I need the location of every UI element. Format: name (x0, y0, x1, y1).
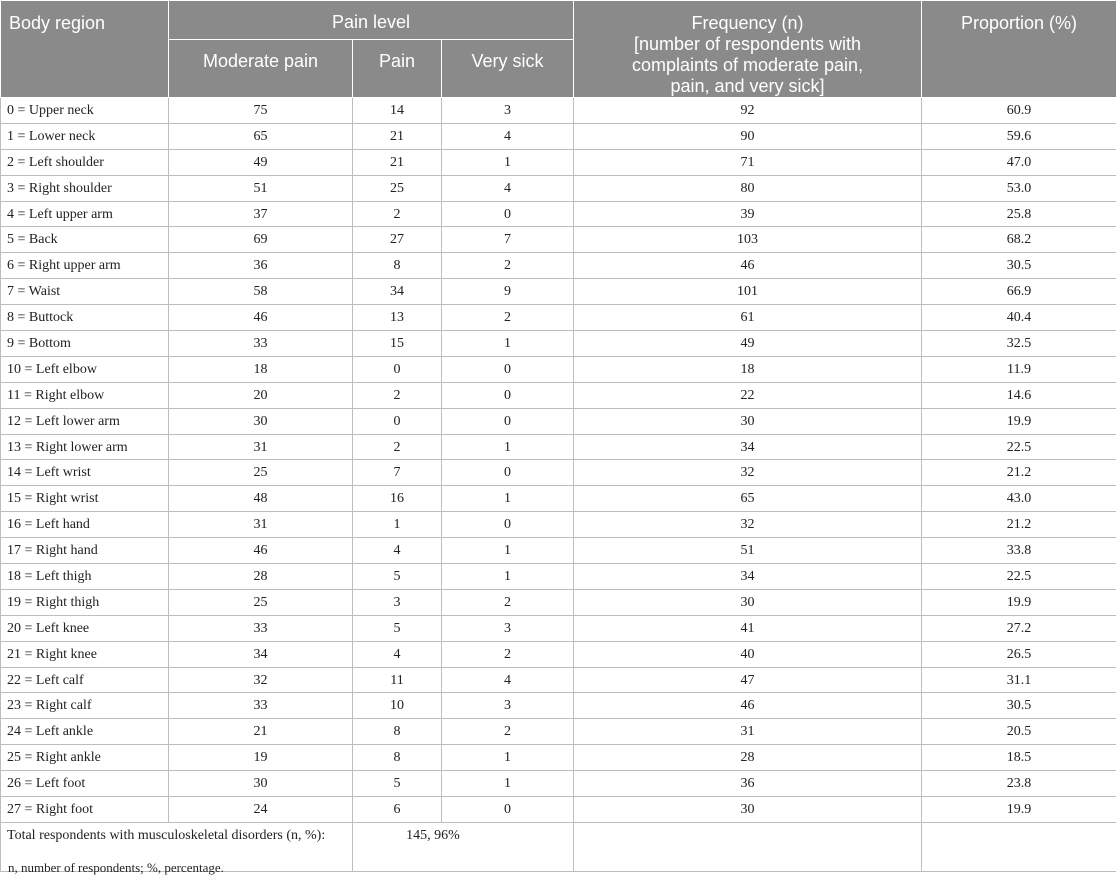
cell-very-sick: 4 (442, 175, 574, 201)
total-frequency-empty (574, 822, 922, 871)
table-row (1, 356, 1116, 382)
cell-moderate-pain: 19 (169, 745, 353, 771)
cell-moderate-pain: 51 (169, 175, 353, 201)
cell-proportion: 30.5 (922, 253, 1116, 279)
cell-moderate-pain: 48 (169, 486, 353, 512)
table-row (1, 201, 1116, 227)
cell-frequency: 71 (574, 149, 922, 175)
cell-frequency: 18 (574, 356, 922, 382)
cell-very-sick: 4 (442, 123, 574, 149)
header-very-sick: Very sick (442, 40, 574, 98)
cell-very-sick: 1 (442, 434, 574, 460)
cell-pain: 16 (353, 486, 442, 512)
cell-very-sick: 0 (442, 408, 574, 434)
cell-very-sick: 4 (442, 667, 574, 693)
table-row (1, 149, 1116, 175)
cell-frequency: 61 (574, 305, 922, 331)
cell-frequency: 46 (574, 253, 922, 279)
cell-body-region: 5 = Back (1, 227, 169, 253)
cell-moderate-pain: 31 (169, 512, 353, 538)
cell-moderate-pain: 65 (169, 123, 353, 149)
cell-body-region: 20 = Left knee (1, 615, 169, 641)
cell-proportion: 22.5 (922, 564, 1116, 590)
table-row (1, 719, 1116, 745)
cell-moderate-pain: 33 (169, 615, 353, 641)
cell-moderate-pain: 36 (169, 253, 353, 279)
cell-very-sick: 0 (442, 797, 574, 823)
cell-pain: 15 (353, 331, 442, 357)
cell-frequency: 32 (574, 460, 922, 486)
header-pain: Pain (353, 40, 442, 98)
cell-body-region: 25 = Right ankle (1, 745, 169, 771)
cell-body-region: 7 = Waist (1, 279, 169, 305)
table-row (1, 331, 1116, 357)
cell-proportion: 60.9 (922, 98, 1116, 124)
table-row (1, 253, 1116, 279)
cell-pain: 21 (353, 149, 442, 175)
cell-very-sick: 2 (442, 641, 574, 667)
cell-proportion: 27.2 (922, 615, 1116, 641)
cell-frequency: 30 (574, 797, 922, 823)
table-row (1, 382, 1116, 408)
header-proportion: Proportion (%) (922, 1, 1116, 98)
cell-moderate-pain: 30 (169, 771, 353, 797)
cell-body-region: 21 = Right knee (1, 641, 169, 667)
table-row (1, 486, 1116, 512)
cell-proportion: 20.5 (922, 719, 1116, 745)
cell-proportion: 22.5 (922, 434, 1116, 460)
cell-frequency: 39 (574, 201, 922, 227)
cell-pain: 14 (353, 98, 442, 124)
cell-pain: 11 (353, 667, 442, 693)
table-row (1, 641, 1116, 667)
cell-pain: 8 (353, 745, 442, 771)
cell-very-sick: 1 (442, 486, 574, 512)
table-row (1, 98, 1116, 124)
table-row (1, 227, 1116, 253)
cell-frequency: 40 (574, 641, 922, 667)
header-row-top (1, 1, 1116, 40)
total-value: 145, 96% (353, 822, 574, 871)
table-row (1, 589, 1116, 615)
cell-pain: 4 (353, 641, 442, 667)
cell-pain: 21 (353, 123, 442, 149)
table-body (1, 98, 1116, 823)
cell-pain: 5 (353, 564, 442, 590)
cell-pain: 6 (353, 797, 442, 823)
cell-frequency: 31 (574, 719, 922, 745)
cell-body-region: 27 = Right foot (1, 797, 169, 823)
cell-moderate-pain: 30 (169, 408, 353, 434)
table-row (1, 512, 1116, 538)
cell-very-sick: 2 (442, 719, 574, 745)
cell-moderate-pain: 46 (169, 538, 353, 564)
cell-proportion: 11.9 (922, 356, 1116, 382)
cell-body-region: 16 = Left hand (1, 512, 169, 538)
cell-body-region: 19 = Right thigh (1, 589, 169, 615)
table-row (1, 693, 1116, 719)
cell-proportion: 19.9 (922, 797, 1116, 823)
cell-frequency: 101 (574, 279, 922, 305)
cell-pain: 10 (353, 693, 442, 719)
cell-frequency: 36 (574, 771, 922, 797)
cell-very-sick: 0 (442, 382, 574, 408)
cell-frequency: 34 (574, 564, 922, 590)
table-footnote: n, number of respondents; %, percentage. (8, 860, 224, 875)
cell-pain: 7 (353, 460, 442, 486)
cell-body-region: 17 = Right hand (1, 538, 169, 564)
cell-moderate-pain: 49 (169, 149, 353, 175)
total-label-text: Total respondents with musculoskeletal disorders (n, %): (7, 827, 326, 843)
cell-proportion: 40.4 (922, 305, 1116, 331)
table-row (1, 175, 1116, 201)
cell-very-sick: 2 (442, 305, 574, 331)
cell-moderate-pain: 32 (169, 667, 353, 693)
cell-pain: 34 (353, 279, 442, 305)
cell-proportion: 18.5 (922, 745, 1116, 771)
table-row (1, 615, 1116, 641)
cell-frequency: 22 (574, 382, 922, 408)
cell-body-region: 8 = Buttock (1, 305, 169, 331)
cell-moderate-pain: 58 (169, 279, 353, 305)
cell-body-region: 6 = Right upper arm (1, 253, 169, 279)
header-body-region: Body region (1, 1, 169, 98)
table-row (1, 771, 1116, 797)
cell-pain: 27 (353, 227, 442, 253)
cell-very-sick: 1 (442, 564, 574, 590)
table-row (1, 279, 1116, 305)
cell-pain: 1 (353, 512, 442, 538)
cell-moderate-pain: 69 (169, 227, 353, 253)
cell-proportion: 19.9 (922, 589, 1116, 615)
cell-pain: 8 (353, 253, 442, 279)
cell-pain: 25 (353, 175, 442, 201)
cell-moderate-pain: 28 (169, 564, 353, 590)
cell-proportion: 53.0 (922, 175, 1116, 201)
cell-pain: 13 (353, 305, 442, 331)
cell-pain: 4 (353, 538, 442, 564)
cell-body-region: 24 = Left ankle (1, 719, 169, 745)
cell-proportion: 68.2 (922, 227, 1116, 253)
cell-frequency: 90 (574, 123, 922, 149)
total-proportion-empty (922, 822, 1116, 871)
cell-very-sick: 3 (442, 98, 574, 124)
table-row (1, 434, 1116, 460)
cell-body-region: 4 = Left upper arm (1, 201, 169, 227)
cell-moderate-pain: 37 (169, 201, 353, 227)
cell-very-sick: 0 (442, 356, 574, 382)
header-moderate-pain: Moderate pain (169, 40, 353, 98)
cell-frequency: 30 (574, 589, 922, 615)
cell-moderate-pain: 33 (169, 693, 353, 719)
cell-very-sick: 1 (442, 771, 574, 797)
table-row (1, 797, 1116, 823)
cell-very-sick: 3 (442, 615, 574, 641)
cell-very-sick: 2 (442, 589, 574, 615)
header-frequency: Frequency (n) [number of respondents with complaints of moderate pain, pain, and very sick] (574, 1, 922, 98)
cell-proportion: 59.6 (922, 123, 1116, 149)
cell-frequency: 47 (574, 667, 922, 693)
cell-body-region: 18 = Left thigh (1, 564, 169, 590)
cell-pain: 2 (353, 434, 442, 460)
cell-proportion: 33.8 (922, 538, 1116, 564)
cell-frequency: 32 (574, 512, 922, 538)
cell-frequency: 34 (574, 434, 922, 460)
cell-frequency: 30 (574, 408, 922, 434)
table-row (1, 745, 1116, 771)
cell-moderate-pain: 21 (169, 719, 353, 745)
cell-moderate-pain: 20 (169, 382, 353, 408)
cell-body-region: 3 = Right shoulder (1, 175, 169, 201)
table-row (1, 305, 1116, 331)
cell-body-region: 22 = Left calf (1, 667, 169, 693)
table-row (1, 538, 1116, 564)
cell-proportion: 21.2 (922, 512, 1116, 538)
cell-frequency: 28 (574, 745, 922, 771)
cell-very-sick: 1 (442, 331, 574, 357)
cell-pain: 0 (353, 356, 442, 382)
cell-moderate-pain: 46 (169, 305, 353, 331)
cell-moderate-pain: 18 (169, 356, 353, 382)
cell-frequency: 80 (574, 175, 922, 201)
cell-frequency: 103 (574, 227, 922, 253)
table-row (1, 408, 1116, 434)
cell-body-region: 23 = Right calf (1, 693, 169, 719)
cell-moderate-pain: 25 (169, 460, 353, 486)
cell-very-sick: 0 (442, 460, 574, 486)
cell-body-region: 0 = Upper neck (1, 98, 169, 124)
cell-proportion: 32.5 (922, 331, 1116, 357)
cell-pain: 2 (353, 201, 442, 227)
header-pain-level: Pain level (169, 1, 574, 40)
cell-body-region: 12 = Left lower arm (1, 408, 169, 434)
cell-moderate-pain: 33 (169, 331, 353, 357)
cell-moderate-pain: 25 (169, 589, 353, 615)
cell-moderate-pain: 31 (169, 434, 353, 460)
cell-body-region: 2 = Left shoulder (1, 149, 169, 175)
cell-frequency: 92 (574, 98, 922, 124)
table-row (1, 667, 1116, 693)
cell-very-sick: 1 (442, 745, 574, 771)
cell-very-sick: 1 (442, 149, 574, 175)
cell-very-sick: 0 (442, 201, 574, 227)
cell-proportion: 31.1 (922, 667, 1116, 693)
cell-body-region: 10 = Left elbow (1, 356, 169, 382)
table-row (1, 123, 1116, 149)
cell-pain: 8 (353, 719, 442, 745)
cell-proportion: 25.8 (922, 201, 1116, 227)
cell-pain: 2 (353, 382, 442, 408)
cell-body-region: 13 = Right lower arm (1, 434, 169, 460)
cell-moderate-pain: 24 (169, 797, 353, 823)
cell-body-region: 9 = Bottom (1, 331, 169, 357)
cell-very-sick: 1 (442, 538, 574, 564)
cell-frequency: 41 (574, 615, 922, 641)
cell-very-sick: 2 (442, 253, 574, 279)
cell-very-sick: 3 (442, 693, 574, 719)
cell-frequency: 49 (574, 331, 922, 357)
cell-frequency: 46 (574, 693, 922, 719)
cell-pain: 3 (353, 589, 442, 615)
cell-proportion: 26.5 (922, 641, 1116, 667)
cell-proportion: 21.2 (922, 460, 1116, 486)
cell-body-region: 26 = Left foot (1, 771, 169, 797)
cell-proportion: 30.5 (922, 693, 1116, 719)
cell-body-region: 15 = Right wrist (1, 486, 169, 512)
cell-very-sick: 0 (442, 512, 574, 538)
cell-proportion: 14.6 (922, 382, 1116, 408)
cell-frequency: 65 (574, 486, 922, 512)
cell-proportion: 23.8 (922, 771, 1116, 797)
table-row (1, 564, 1116, 590)
cell-moderate-pain: 34 (169, 641, 353, 667)
cell-pain: 5 (353, 771, 442, 797)
cell-proportion: 66.9 (922, 279, 1116, 305)
cell-pain: 0 (353, 408, 442, 434)
table-row (1, 460, 1116, 486)
cell-proportion: 19.9 (922, 408, 1116, 434)
cell-very-sick: 7 (442, 227, 574, 253)
cell-moderate-pain: 75 (169, 98, 353, 124)
cell-very-sick: 9 (442, 279, 574, 305)
cell-body-region: 1 = Lower neck (1, 123, 169, 149)
cell-proportion: 47.0 (922, 149, 1116, 175)
cell-frequency: 51 (574, 538, 922, 564)
cell-body-region: 11 = Right elbow (1, 382, 169, 408)
cell-proportion: 43.0 (922, 486, 1116, 512)
cell-pain: 5 (353, 615, 442, 641)
cell-body-region: 14 = Left wrist (1, 460, 169, 486)
